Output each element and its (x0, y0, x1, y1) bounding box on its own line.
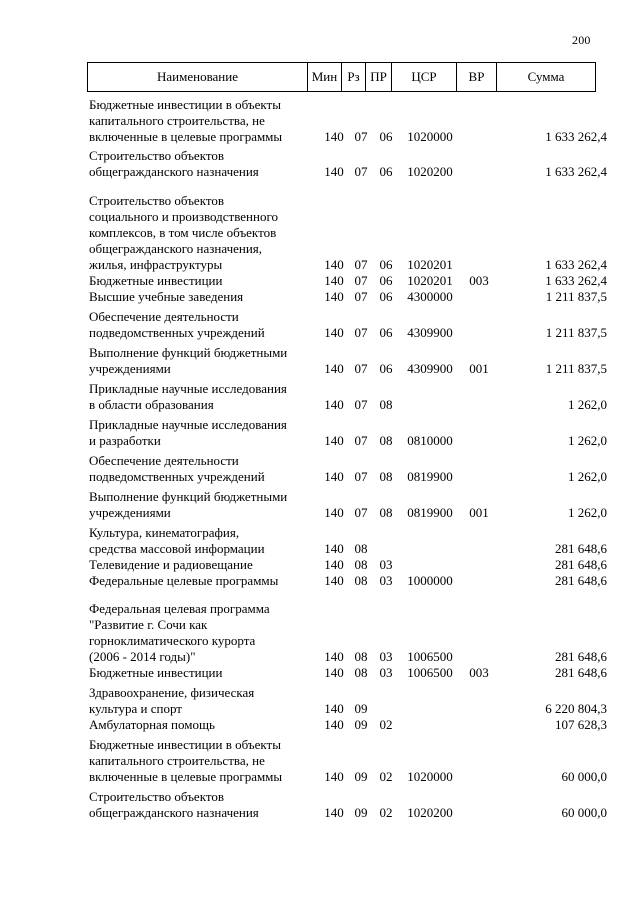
row-csr: 0819900 (407, 469, 453, 484)
row-name-line: подведомственных учреждений (89, 325, 265, 340)
row-name-line: жилья, инфраструктуры (89, 257, 223, 272)
row-name (89, 737, 319, 785)
row-csr: 1020200 (407, 164, 453, 179)
row-name-line: Бюджетные инвестиции в объекты (89, 737, 281, 752)
row-vr: 003 (469, 273, 489, 288)
table-row (0, 737, 640, 785)
row-name-line: Бюджетные инвестиции (89, 273, 223, 288)
row-name-line: Прикладные научные исследования (89, 381, 287, 396)
row-sum: 1 633 262,4 (545, 164, 607, 179)
row-sum: 281 648,6 (555, 665, 607, 680)
header-rz: Рз (342, 63, 366, 92)
row-name-line: общегражданского назначения (89, 805, 259, 820)
row-name-line: капитального строительства, не (89, 753, 265, 768)
table-row (0, 557, 640, 573)
row-sum: 281 648,6 (555, 541, 607, 556)
row-min: 140 (324, 257, 344, 272)
row-name (89, 685, 319, 717)
row-pr: 06 (379, 361, 393, 376)
row-name (89, 789, 319, 821)
row-csr: 1006500 (407, 649, 453, 664)
row-sum: 1 211 837,5 (545, 361, 607, 376)
row-csr: 1020000 (407, 769, 453, 784)
row-name-line: культура и спорт (89, 701, 182, 716)
row-name-line: Строительство объектов (89, 789, 224, 804)
row-min: 140 (324, 129, 344, 144)
row-name-line: Выполнение функций бюджетными (89, 489, 288, 504)
row-csr: 1020200 (407, 805, 453, 820)
table-row (0, 685, 640, 717)
row-name-line: учреждениями (89, 361, 171, 376)
row-pr: 02 (379, 717, 393, 732)
row-name (89, 309, 319, 341)
row-name (89, 417, 319, 449)
row-name (89, 345, 319, 377)
table-row (0, 525, 640, 557)
header-min: Мин (308, 63, 342, 92)
row-name-line: социального и производственного (89, 209, 278, 224)
table-row (0, 309, 640, 341)
row-name-line: Прикладные научные исследования (89, 417, 287, 432)
row-pr: 06 (379, 325, 393, 340)
row-sum: 1 633 262,4 (545, 273, 607, 288)
table-row (0, 717, 640, 733)
row-rz: 07 (354, 433, 368, 448)
row-min: 140 (324, 805, 344, 820)
row-min: 140 (324, 573, 344, 588)
row-sum: 107 628,3 (555, 717, 607, 732)
row-name-line: (2006 - 2014 годы)" (89, 649, 196, 664)
row-rz: 07 (354, 289, 368, 304)
table-row (0, 417, 640, 449)
row-min: 140 (324, 397, 344, 412)
row-rz: 07 (354, 469, 368, 484)
row-name (89, 525, 319, 557)
row-min: 140 (324, 505, 344, 520)
row-min: 140 (324, 701, 344, 716)
row-sum: 1 262,0 (568, 469, 607, 484)
table-row (0, 273, 640, 289)
row-rz: 08 (354, 573, 368, 588)
row-csr: 1000000 (407, 573, 453, 588)
row-pr: 06 (379, 273, 393, 288)
row-sum: 1 262,0 (568, 505, 607, 520)
page-number: 200 (572, 33, 591, 47)
row-name-line: и разработки (89, 433, 161, 448)
row-csr: 4309900 (407, 325, 453, 340)
row-rz: 08 (354, 557, 368, 572)
row-pr: 02 (379, 769, 393, 784)
table-row (0, 489, 640, 521)
row-sum: 60 000,0 (561, 769, 607, 784)
row-name-line: Здравоохранение, физическая (89, 685, 255, 700)
table-row (0, 97, 640, 145)
row-name-line: Обеспечение деятельности (89, 453, 239, 468)
row-csr: 1020201 (407, 273, 453, 288)
table-row (0, 573, 640, 589)
table-row (0, 289, 640, 305)
row-name-line: Федеральная целевая программа (89, 601, 270, 616)
row-name-line: Строительство объектов (89, 193, 224, 208)
row-name-line: включенные в целевые программы (89, 129, 283, 144)
row-rz: 09 (354, 701, 368, 716)
row-csr: 1006500 (407, 665, 453, 680)
table-row (0, 665, 640, 681)
row-name-line: капитального строительства, не (89, 113, 265, 128)
row-name-line: в области образования (89, 397, 214, 412)
table-body (0, 97, 640, 821)
row-rz: 07 (354, 257, 368, 272)
table-row (0, 381, 640, 413)
row-name-line: Строительство объектов (89, 148, 224, 163)
row-csr: 1020201 (407, 257, 453, 272)
row-pr: 06 (379, 257, 393, 272)
row-name-line: Телевидение и радиовещание (89, 557, 253, 572)
row-min: 140 (324, 541, 344, 556)
row-name (89, 148, 319, 180)
row-pr: 02 (379, 805, 393, 820)
row-min: 140 (324, 469, 344, 484)
table-row (0, 193, 640, 273)
row-pr: 08 (379, 469, 393, 484)
row-name-line: горноклиматического курорта (89, 633, 256, 648)
row-rz: 07 (354, 361, 368, 376)
row-name (89, 601, 319, 665)
row-rz: 07 (354, 164, 368, 179)
row-csr: 0810000 (407, 433, 453, 448)
row-name (89, 453, 319, 485)
row-csr: 0819900 (407, 505, 453, 520)
row-sum: 281 648,6 (555, 557, 607, 572)
table-row (0, 453, 640, 485)
header-csr: ЦСР (392, 63, 457, 92)
row-csr: 1020000 (407, 129, 453, 144)
header-vr: ВР (457, 63, 497, 92)
row-sum: 1 633 262,4 (545, 129, 607, 144)
row-pr: 06 (379, 289, 393, 304)
row-pr: 03 (379, 557, 393, 572)
row-sum: 6 220 804,3 (545, 701, 607, 716)
row-pr: 08 (379, 505, 393, 520)
row-sum: 281 648,6 (555, 649, 607, 664)
row-name-line: общегражданского назначения (89, 164, 259, 179)
row-pr: 06 (379, 129, 393, 144)
table-row (0, 601, 640, 665)
row-min: 140 (324, 433, 344, 448)
row-name (89, 289, 319, 305)
row-pr: 03 (379, 573, 393, 588)
row-rz: 07 (354, 273, 368, 288)
row-min: 140 (324, 717, 344, 732)
row-min: 140 (324, 164, 344, 179)
row-name (89, 273, 319, 289)
row-rz: 08 (354, 541, 368, 556)
row-min: 140 (324, 769, 344, 784)
row-name (89, 97, 319, 145)
row-name-line: общегражданского назначения, (89, 241, 263, 256)
row-vr: 001 (469, 361, 489, 376)
row-name-line: Высшие учебные заведения (89, 289, 244, 304)
row-name (89, 193, 319, 273)
row-min: 140 (324, 665, 344, 680)
row-sum: 1 211 837,5 (545, 289, 607, 304)
row-name-line: Бюджетные инвестиции (89, 665, 223, 680)
row-name-line: включенные в целевые программы (89, 769, 283, 784)
row-name (89, 381, 319, 413)
row-rz: 08 (354, 665, 368, 680)
row-name-line: Выполнение функций бюджетными (89, 345, 288, 360)
row-min: 140 (324, 649, 344, 664)
row-pr: 06 (379, 164, 393, 179)
row-min: 140 (324, 289, 344, 304)
row-min: 140 (324, 361, 344, 376)
table-row (0, 345, 640, 377)
header-sum: Сумма (497, 63, 596, 92)
row-name-line: Обеспечение деятельности (89, 309, 239, 324)
row-rz: 09 (354, 717, 368, 732)
row-vr: 001 (469, 505, 489, 520)
row-csr: 4300000 (407, 289, 453, 304)
row-name-line: Бюджетные инвестиции в объекты (89, 97, 281, 112)
row-rz: 07 (354, 505, 368, 520)
row-pr: 03 (379, 665, 393, 680)
table-header (87, 62, 596, 92)
row-name-line: Федеральные целевые программы (89, 573, 279, 588)
header-name: Наименование (88, 63, 308, 92)
row-name (89, 573, 319, 589)
row-rz: 08 (354, 649, 368, 664)
row-csr: 4309900 (407, 361, 453, 376)
row-rz: 09 (354, 805, 368, 820)
row-name-line: "Развитие г. Сочи как (89, 617, 208, 632)
row-pr: 08 (379, 397, 393, 412)
row-pr: 03 (379, 649, 393, 664)
row-min: 140 (324, 325, 344, 340)
row-pr: 08 (379, 433, 393, 448)
header-pr: ПР (366, 63, 392, 92)
row-name-line: учреждениями (89, 505, 171, 520)
row-name-line: Амбулаторная помощь (89, 717, 215, 732)
table-row (0, 789, 640, 821)
row-min: 140 (324, 557, 344, 572)
row-sum: 1 633 262,4 (545, 257, 607, 272)
row-min: 140 (324, 273, 344, 288)
row-vr: 003 (469, 665, 489, 680)
row-sum: 1 262,0 (568, 433, 607, 448)
row-rz: 07 (354, 325, 368, 340)
row-name-line: подведомственных учреждений (89, 469, 265, 484)
row-sum: 281 648,6 (555, 573, 607, 588)
row-name-line: средства массовой информации (89, 541, 265, 556)
row-name (89, 665, 319, 681)
row-name (89, 489, 319, 521)
row-rz: 09 (354, 769, 368, 784)
row-sum: 1 211 837,5 (545, 325, 607, 340)
row-name (89, 557, 319, 573)
row-sum: 60 000,0 (561, 805, 607, 820)
row-name-line: комплексов, в том числе объектов (89, 225, 277, 240)
row-name-line: Культура, кинематография, (89, 525, 240, 540)
row-name (89, 717, 319, 733)
table-row (0, 148, 640, 180)
row-rz: 07 (354, 397, 368, 412)
row-rz: 07 (354, 129, 368, 144)
row-sum: 1 262,0 (568, 397, 607, 412)
